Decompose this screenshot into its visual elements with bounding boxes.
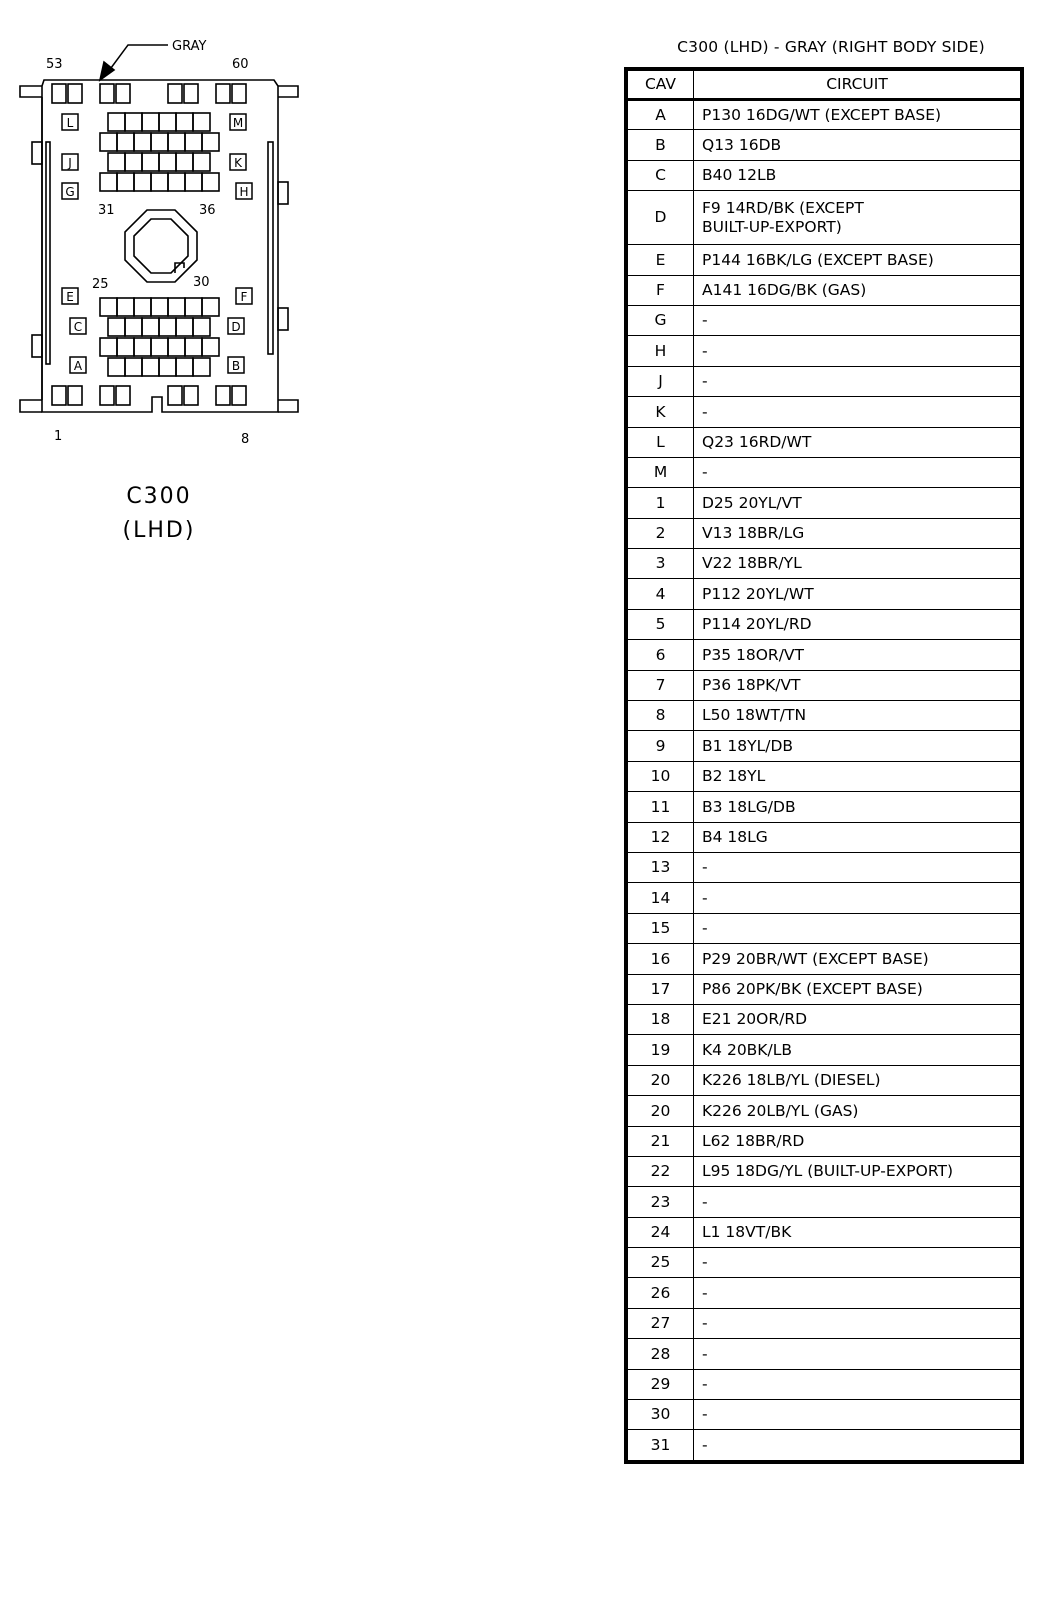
circuit-cell: B4 18LG — [694, 822, 1021, 852]
cavity-label-M: M — [232, 116, 244, 130]
pin-label-31: 31 — [98, 203, 115, 218]
circuit-cell: - — [694, 1339, 1021, 1369]
cav-cell: 20 — [628, 1065, 694, 1095]
table-row — [628, 822, 1021, 852]
connector-diagram — [0, 0, 560, 600]
circuit-cell: L95 18DG/YL (BUILT-UP-EXPORT) — [694, 1156, 1021, 1186]
table-row — [628, 1308, 1021, 1338]
table-row — [628, 1339, 1021, 1369]
cav-cell: 24 — [628, 1217, 694, 1247]
header-circuit: CIRCUIT — [694, 71, 1021, 100]
cav-cell: 6 — [628, 640, 694, 670]
table-row — [628, 883, 1021, 913]
cav-cell: 7 — [628, 670, 694, 700]
circuit-cell: D25 20YL/VT — [694, 488, 1021, 518]
cavity-label-B: B — [231, 359, 241, 373]
cav-cell: 11 — [628, 792, 694, 822]
table-row — [628, 1278, 1021, 1308]
circuit-cell: P114 20YL/RD — [694, 609, 1021, 639]
circuit-cell: - — [694, 457, 1021, 487]
circuit-cell: - — [694, 913, 1021, 943]
table-row — [628, 100, 1021, 130]
table-row — [628, 1400, 1021, 1430]
cavity-label-H: H — [239, 185, 249, 199]
circuit-line-2: BUILT-UP-EXPORT) — [702, 217, 842, 236]
pin-label-30: 30 — [193, 275, 210, 290]
pinout-table-frame — [624, 67, 1024, 1464]
cav-cell: 20 — [628, 1096, 694, 1126]
cav-cell: M — [628, 457, 694, 487]
color-label: GRAY — [172, 39, 207, 54]
pin-label-1: 1 — [54, 429, 63, 444]
circuit-cell: K4 20BK/LB — [694, 1035, 1021, 1065]
cav-cell: 26 — [628, 1278, 694, 1308]
circuit-cell: L1 18VT/BK — [694, 1217, 1021, 1247]
connector-name: C300 — [126, 484, 192, 509]
cav-cell: 27 — [628, 1308, 694, 1338]
top-cavity-row — [52, 84, 246, 103]
pin-number-labels — [46, 57, 249, 447]
callout-arrow-icon — [100, 62, 114, 80]
circuit-cell: - — [694, 1400, 1021, 1430]
cavity-label-E: E — [66, 290, 74, 304]
table-row — [628, 488, 1021, 518]
circuit-cell: P86 20PK/BK (EXCEPT BASE) — [694, 974, 1021, 1004]
circuit-cell: - — [694, 305, 1021, 335]
table-row — [628, 1187, 1021, 1217]
circuit-cell: - — [694, 1308, 1021, 1338]
cav-cell: 1 — [628, 488, 694, 518]
table-row — [628, 913, 1021, 943]
pin-label-53: 53 — [46, 57, 63, 72]
circuit-cell: B2 18YL — [694, 761, 1021, 791]
cavity-label-F: F — [240, 290, 248, 304]
circuit-cell: - — [694, 366, 1021, 396]
table-row — [628, 160, 1021, 190]
circuit-cell: - — [694, 1278, 1021, 1308]
table-row — [628, 549, 1021, 579]
table-row — [628, 397, 1021, 427]
table-row — [628, 275, 1021, 305]
cav-cell: 14 — [628, 883, 694, 913]
table-row — [628, 792, 1021, 822]
circuit-cell: - — [694, 1187, 1021, 1217]
connector-qualifier: (LHD) — [122, 518, 196, 543]
circuit-cell: B1 18YL/DB — [694, 731, 1021, 761]
cav-cell: 16 — [628, 944, 694, 974]
cavity-label-L: L — [66, 116, 74, 130]
cav-cell: L — [628, 427, 694, 457]
circuit-cell: - — [694, 1430, 1021, 1460]
cavity-label-C: C — [73, 320, 83, 334]
lower-cavity-grid — [100, 298, 219, 376]
table-row — [628, 191, 1021, 245]
cav-cell: 17 — [628, 974, 694, 1004]
cav-cell: 13 — [628, 852, 694, 882]
cav-cell: G — [628, 305, 694, 335]
table-title: C300 (LHD) - GRAY (RIGHT BODY SIDE) — [677, 38, 985, 56]
cav-cell: 29 — [628, 1369, 694, 1399]
table-row — [628, 427, 1021, 457]
upper-cavity-grid — [100, 113, 219, 191]
table-row — [628, 130, 1021, 160]
table-row — [628, 305, 1021, 335]
pin-label-36: 36 — [199, 203, 216, 218]
table-row — [628, 944, 1021, 974]
circuit-cell: E21 20OR/RD — [694, 1004, 1021, 1034]
table-row — [628, 852, 1021, 882]
cav-cell: 21 — [628, 1126, 694, 1156]
circuit-cell: L62 18BR/RD — [694, 1126, 1021, 1156]
circuit-cell: - — [694, 1248, 1021, 1278]
table-row — [628, 579, 1021, 609]
cav-cell: F — [628, 275, 694, 305]
cav-cell: 25 — [628, 1248, 694, 1278]
table-header-row — [628, 71, 1021, 100]
cav-cell: 9 — [628, 731, 694, 761]
circuit-cell: K226 20LB/YL (GAS) — [694, 1096, 1021, 1126]
cavity-label-D: D — [231, 320, 241, 334]
cav-cell: 18 — [628, 1004, 694, 1034]
cav-cell: 3 — [628, 549, 694, 579]
cav-cell: E — [628, 245, 694, 275]
table-row — [628, 1035, 1021, 1065]
table-row — [628, 670, 1021, 700]
table-row — [628, 336, 1021, 366]
cav-cell: 15 — [628, 913, 694, 943]
bottom-cavity-row — [52, 386, 246, 405]
table-row — [628, 1217, 1021, 1247]
circuit-cell: P35 18OR/VT — [694, 640, 1021, 670]
pinout-table — [627, 70, 1021, 1461]
table-row — [628, 1248, 1021, 1278]
pin-label-25: 25 — [92, 277, 109, 292]
color-callout — [100, 39, 206, 80]
circuit-cell: A141 16DG/BK (GAS) — [694, 275, 1021, 305]
cav-cell: 28 — [628, 1339, 694, 1369]
cav-cell: 10 — [628, 761, 694, 791]
cav-cell: 4 — [628, 579, 694, 609]
circuit-cell: V13 18BR/LG — [694, 518, 1021, 548]
cavity-label-J: J — [68, 156, 72, 170]
table-row — [628, 1096, 1021, 1126]
cav-cell: 5 — [628, 609, 694, 639]
letter-cavity-labels — [65, 116, 248, 373]
center-octagon-key — [125, 210, 197, 282]
cav-cell: 2 — [628, 518, 694, 548]
header-cav: CAV — [628, 71, 694, 100]
cav-cell: H — [628, 336, 694, 366]
circuit-cell: Q23 16RD/WT — [694, 427, 1021, 457]
table-row — [628, 1065, 1021, 1095]
table-row — [628, 609, 1021, 639]
cav-cell: 23 — [628, 1187, 694, 1217]
pin-label-60: 60 — [232, 57, 249, 72]
cavity-label-G: G — [65, 185, 75, 199]
cav-cell: A — [628, 100, 694, 130]
pin-label-8: 8 — [241, 432, 250, 447]
circuit-cell: P144 16BK/LG (EXCEPT BASE) — [694, 245, 1021, 275]
circuit-cell: K226 18LB/YL (DIESEL) — [694, 1065, 1021, 1095]
cav-cell: 8 — [628, 701, 694, 731]
table-row — [628, 701, 1021, 731]
table-row — [628, 1156, 1021, 1186]
cav-cell: K — [628, 397, 694, 427]
circuit-cell: B40 12LB — [694, 160, 1021, 190]
table-row — [628, 245, 1021, 275]
circuit-cell: B3 18LG/DB — [694, 792, 1021, 822]
table-row — [628, 974, 1021, 1004]
cav-cell: D — [628, 191, 694, 245]
circuit-cell: Q13 16DB — [694, 130, 1021, 160]
table-row — [628, 1369, 1021, 1399]
circuit-cell: - — [694, 883, 1021, 913]
circuit-line-1: F9 14RD/BK (EXCEPT — [702, 199, 864, 218]
circuit-cell: L50 18WT/TN — [694, 701, 1021, 731]
circuit-cell: P36 18PK/VT — [694, 670, 1021, 700]
table-row — [628, 457, 1021, 487]
table-row — [628, 1126, 1021, 1156]
cav-cell: B — [628, 130, 694, 160]
circuit-cell: - — [694, 852, 1021, 882]
table-row — [628, 731, 1021, 761]
cav-cell: 19 — [628, 1035, 694, 1065]
circuit-cell: P29 20BR/WT (EXCEPT BASE) — [694, 944, 1021, 974]
circuit-cell: P112 20YL/WT — [694, 579, 1021, 609]
cav-cell: J — [628, 366, 694, 396]
table-row — [628, 366, 1021, 396]
table-row — [628, 518, 1021, 548]
cavity-label-K: K — [234, 156, 242, 170]
circuit-cell: P130 16DG/WT (EXCEPT BASE) — [694, 100, 1021, 130]
circuit-cell: - — [694, 336, 1021, 366]
cav-cell: 12 — [628, 822, 694, 852]
table-row — [628, 1430, 1021, 1460]
cavity-label-A: A — [73, 359, 83, 373]
table-row — [628, 761, 1021, 791]
circuit-cell: - — [694, 397, 1021, 427]
cav-cell: 22 — [628, 1156, 694, 1186]
cav-cell: 30 — [628, 1400, 694, 1430]
cav-cell: C — [628, 160, 694, 190]
cav-cell: 31 — [628, 1430, 694, 1460]
circuit-cell: - — [694, 1369, 1021, 1399]
table-row — [628, 640, 1021, 670]
circuit-cell: V22 18BR/YL — [694, 549, 1021, 579]
table-row — [628, 1004, 1021, 1034]
circuit-cell — [694, 191, 1021, 245]
